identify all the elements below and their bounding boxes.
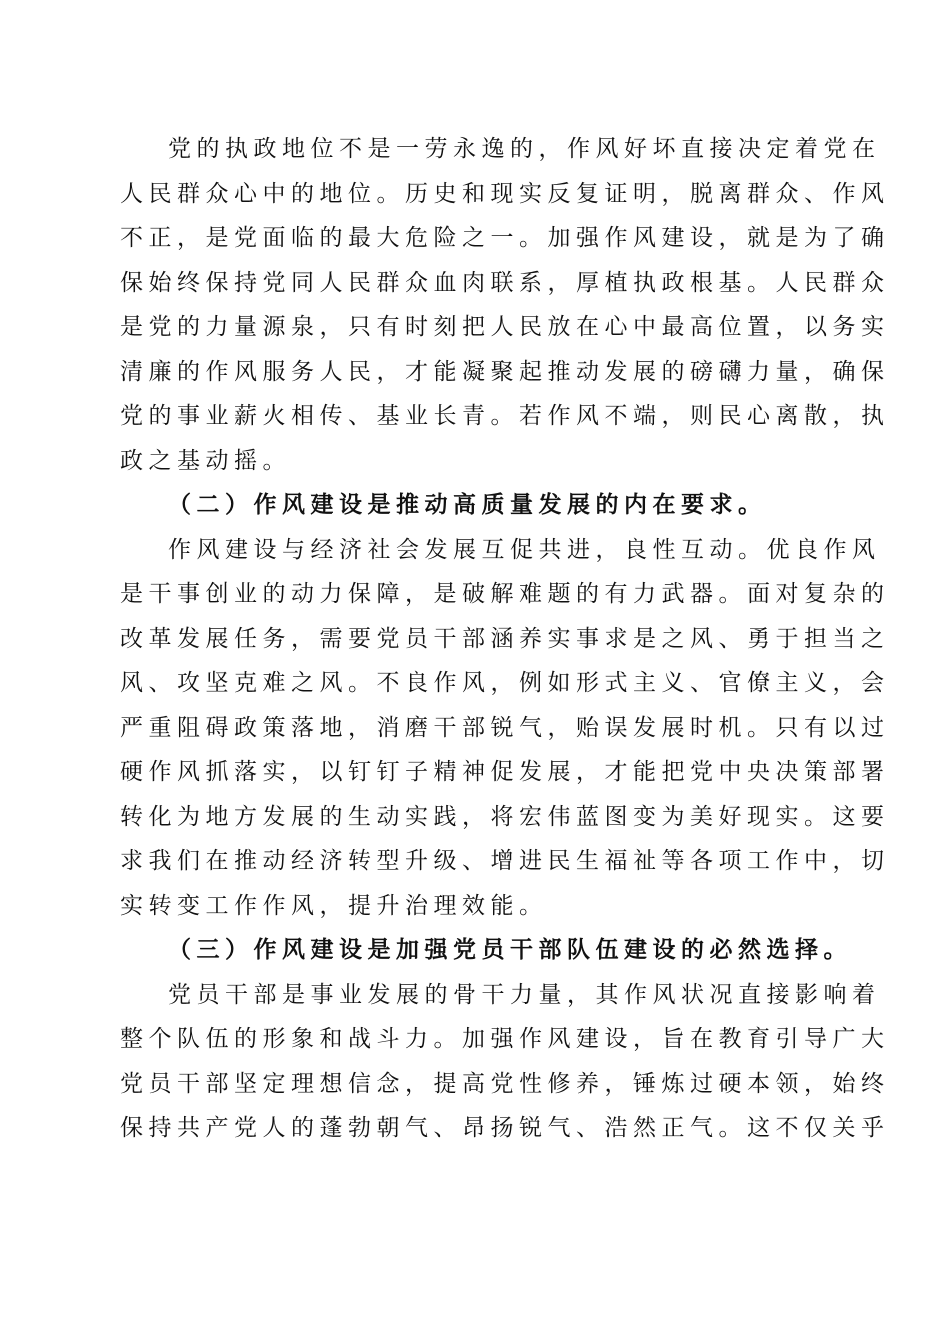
- paragraph-1-line-2: 人民群众心中的地位。历史和现实反复证明，脱离群众、作风: [120, 180, 890, 207]
- paragraph-1-line-3: 不正，是党面临的最大危险之一。加强作风建设，就是为了确: [120, 225, 890, 251]
- document-body: [120, 127, 890, 1151]
- paragraph-1-line-7: 党的事业薪火相传、基业长青。若作风不端，则民心离散，执: [120, 403, 890, 429]
- paragraph-3-line-3: 党员干部坚定理想信念，提高党性修养，锤炼过硬本领，始终: [120, 1070, 890, 1097]
- paragraph-2-line-2: 是干事创业的动力保障，是破解难题的有力武器。面对复杂的: [120, 581, 890, 607]
- paragraph-1-line-4: 保始终保持党同人民群众血肉联系，厚植执政根基。人民群众: [120, 269, 890, 296]
- section-heading-2: （二）作风建设是推动高质量发展的内在要求。: [168, 491, 767, 518]
- paragraph-2-line-8: 求我们在推动经济转型升级、增进民生福祉等各项工作中，切: [120, 848, 890, 874]
- paragraph-3-line-1: 党员干部是事业发展的骨干力量，其作风状况直接影响着: [168, 981, 881, 1008]
- paragraph-2-line-5: 严重阻碍政策落地，消磨干部锐气，贻误发展时机。只有以过: [120, 714, 890, 741]
- paragraph-2-line-7: 转化为地方发展的生动实践，将宏伟蓝图变为美好现实。这要: [120, 803, 890, 830]
- paragraph-3-line-2: 整个队伍的形象和战斗力。加强作风建设，旨在教育引导广大: [120, 1026, 890, 1052]
- paragraph-1-line-1: 党的执政地位不是一劳永逸的，作风好坏直接决定着党在: [168, 136, 881, 162]
- paragraph-2-line-3: 改革发展任务，需要党员干部涵养实事求是之风、勇于担当之: [120, 625, 890, 652]
- section-heading-3: （三）作风建设是加强党员干部队伍建设的必然选择。: [168, 936, 852, 963]
- paragraph-3-line-4: 保持共产党人的蓬勃朝气、昂扬锐气、浩然正气。这不仅关乎: [120, 1115, 890, 1141]
- paragraph-2-line-6: 硬作风抓落实，以钉钉子精神促发展，才能把党中央决策部署: [120, 759, 890, 785]
- paragraph-1-line-6: 清廉的作风服务人民，才能凝聚起推动发展的磅礴力量，确保: [120, 358, 890, 385]
- paragraph-1-line-8: 政之基动摇。: [120, 447, 291, 474]
- paragraph-1-line-5: 是党的力量源泉，只有时刻把人民放在心中最高位置，以务实: [120, 314, 890, 340]
- paragraph-2-line-9: 实转变工作作风，提升治理效能。: [120, 892, 548, 919]
- paragraph-2-line-1: 作风建设与经济社会发展互促共进，良性互动。优良作风: [168, 536, 881, 563]
- paragraph-2-line-4: 风、攻坚克难之风。不良作风，例如形式主义、官僚主义，会: [120, 670, 890, 696]
